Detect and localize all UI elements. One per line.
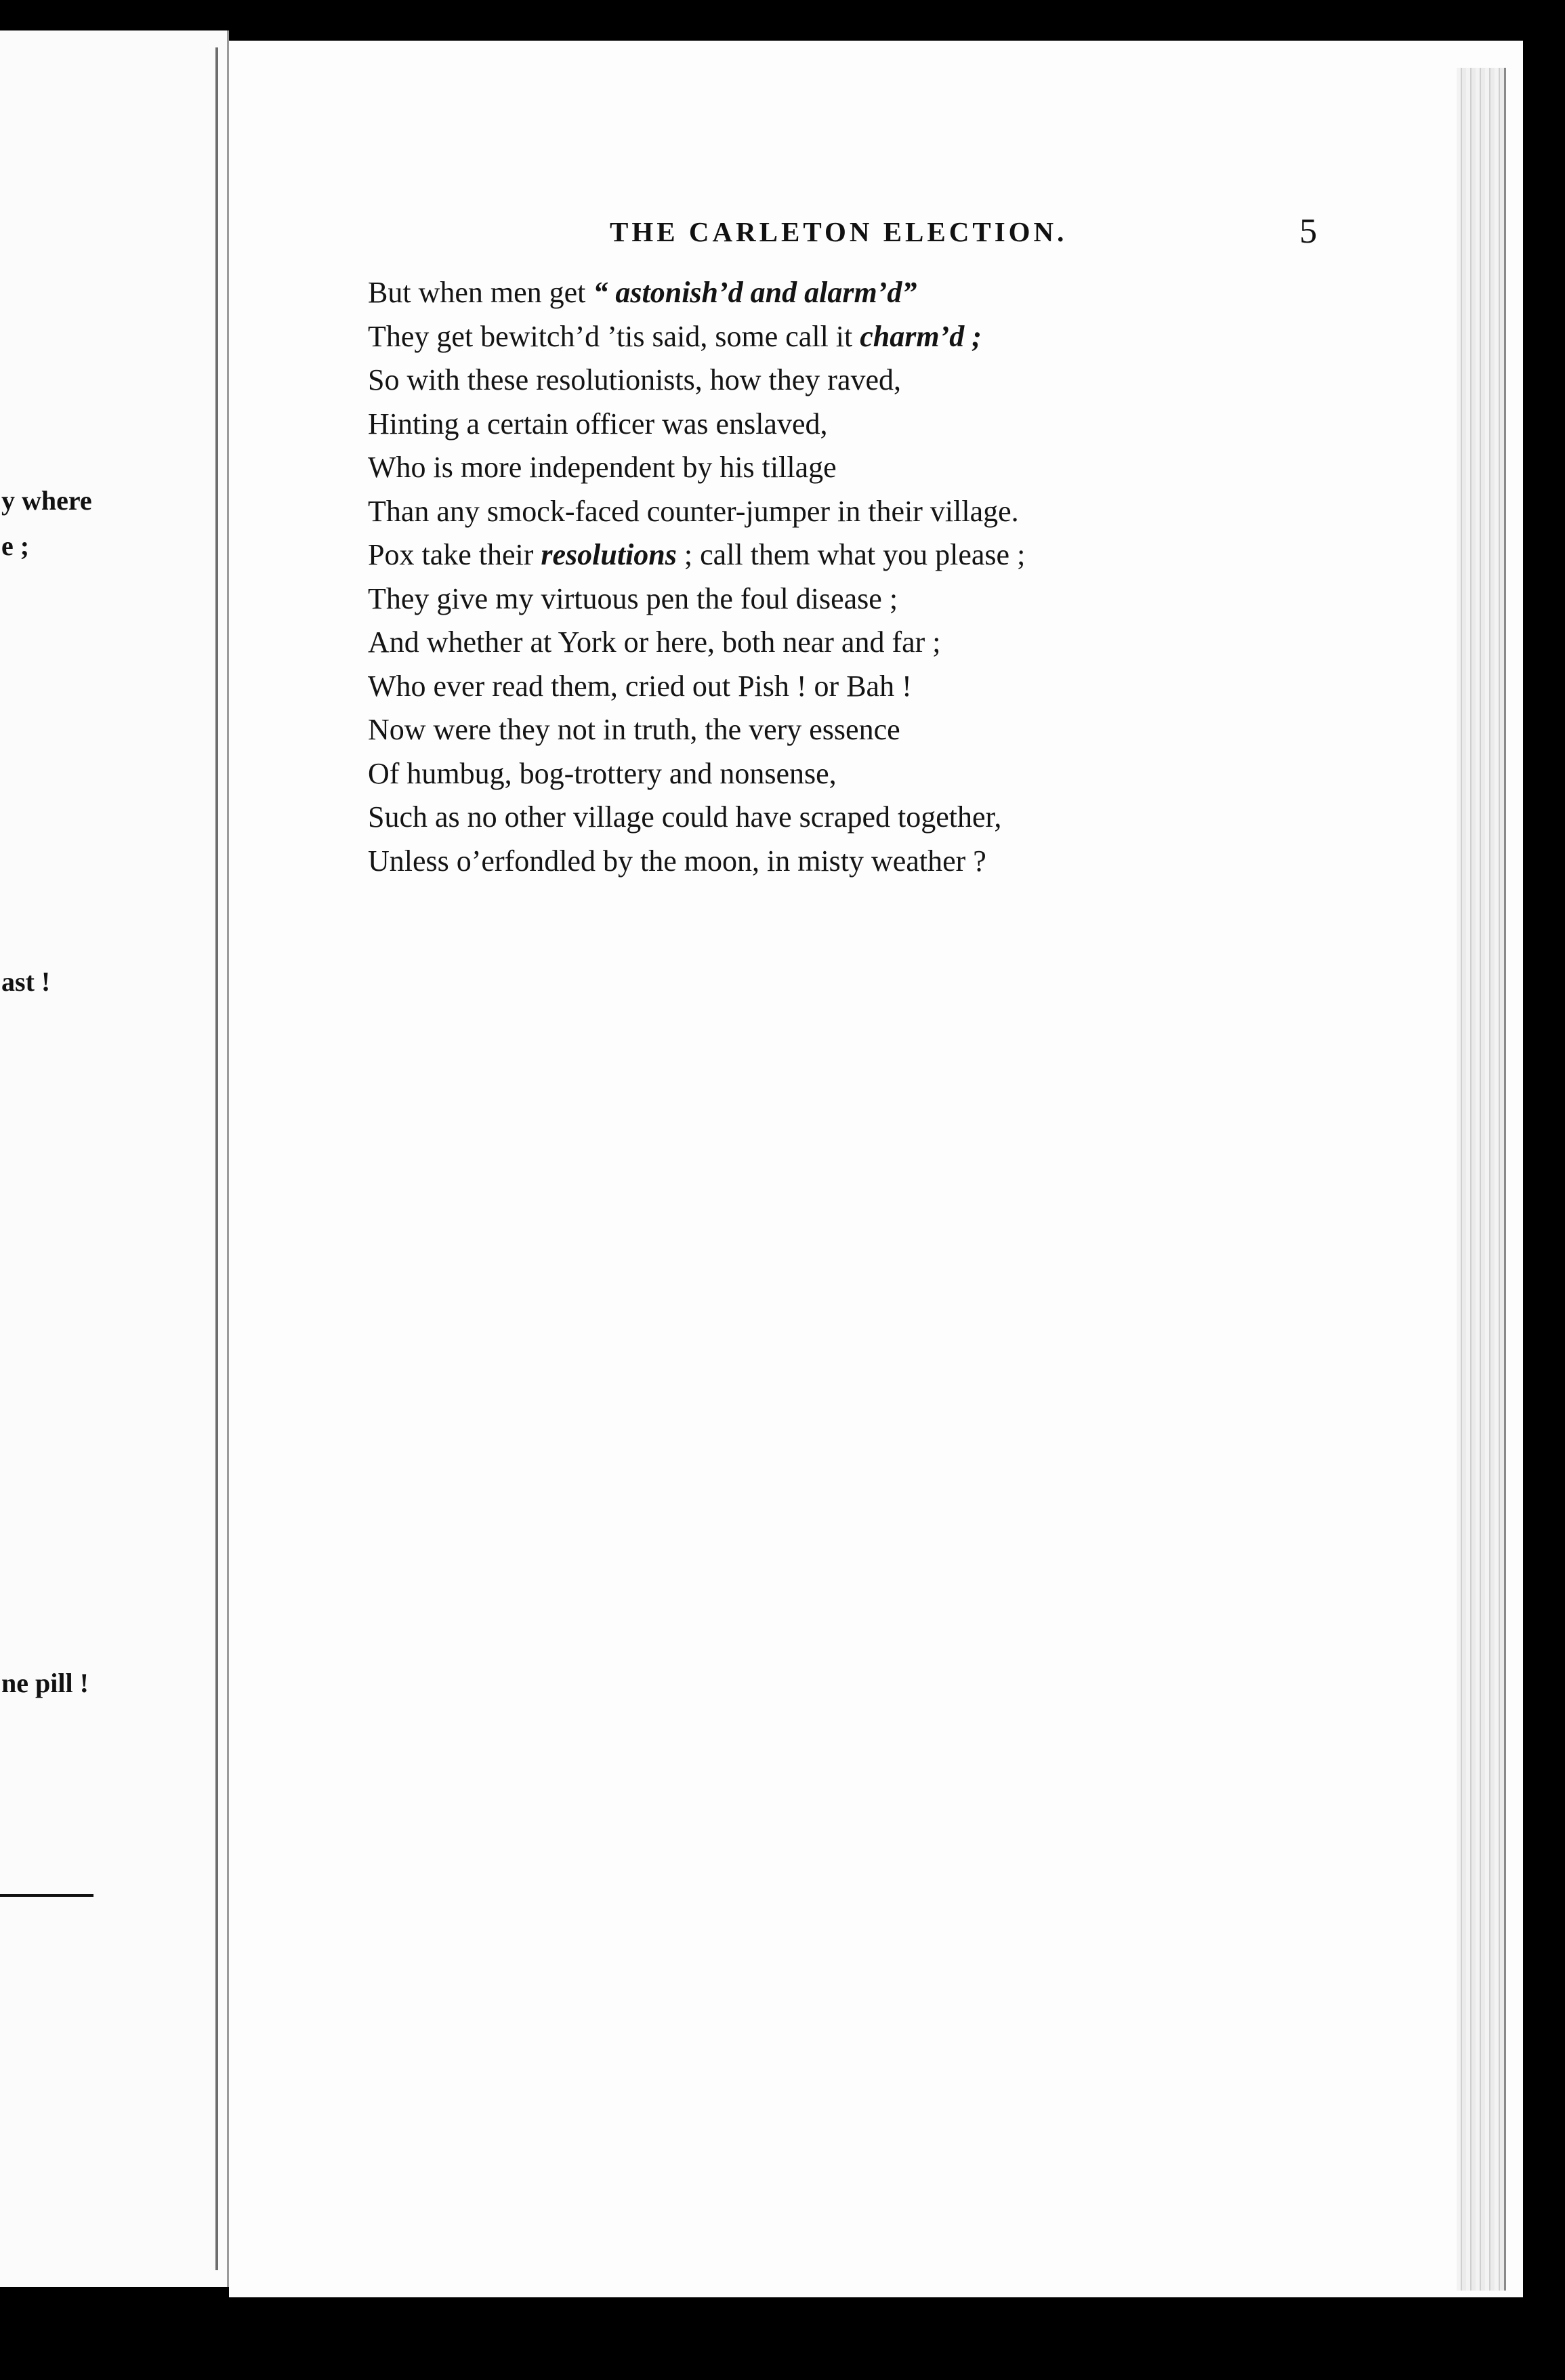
poem-line	[368, 796, 1303, 840]
poem-italic-text: “ astonish’d and alarm’d”	[593, 276, 917, 309]
left-rule	[0, 1894, 93, 1897]
poem-text: They give my virtuous pen the foul disease ;	[368, 581, 898, 615]
poem-line	[368, 665, 1303, 709]
poem-text: Pox take their	[368, 538, 541, 571]
poem-text: So with these resolutionists, how they raved,	[368, 363, 902, 396]
poem-line	[368, 315, 1303, 359]
gutter-line	[215, 47, 218, 2270]
poem-line	[368, 840, 1303, 884]
running-title: THE CARLETON ELECTION.	[610, 216, 1068, 247]
poem-line	[368, 358, 1303, 403]
poem-line	[368, 271, 1303, 315]
poem-line	[368, 621, 1303, 665]
poem-italic-text: charm’d ;	[860, 319, 982, 353]
poem-text: Hinting a certain officer was enslaved,	[368, 407, 828, 440]
poem-text: Such as no other village could have scraped together,	[368, 800, 1002, 834]
poem-text: Unless o’erfondled by the moon, in misty weather ?	[368, 844, 986, 878]
poem-text: Who is more independent by his tillage	[368, 451, 837, 484]
left-fragment-1: y where	[1, 485, 92, 516]
poem-text: Now were they not in truth, the very essence	[368, 713, 900, 746]
poem-text: But when men get	[368, 276, 593, 309]
poem-italic-text: resolutions	[541, 538, 677, 571]
page-edges	[1457, 68, 1506, 2291]
poem	[368, 271, 1303, 883]
left-fragment-4: ne pill !	[1, 1668, 89, 1698]
poem-line	[368, 533, 1303, 577]
poem-line	[368, 708, 1303, 752]
poem-text: Of humbug, bog-trottery and nonsense,	[368, 756, 837, 790]
poem-text: And whether at York or here, both near and far ;	[368, 625, 941, 659]
poem-text: They get bewitch’d ’tis said, some call it	[368, 319, 860, 353]
poem-text: ; call them what you please ;	[676, 538, 1026, 571]
left-page	[0, 30, 229, 2287]
poem-line	[368, 446, 1303, 490]
poem-text: Who ever read them, cried out Pish ! or Bah !	[368, 669, 912, 703]
poem-line	[368, 403, 1303, 447]
poem-line	[368, 752, 1303, 796]
left-fragment-2: e ;	[1, 531, 30, 561]
poem-text: Than any smock-faced counter-jumper in their village.	[368, 494, 1019, 528]
left-fragment-3: ast !	[1, 966, 51, 997]
poem-line	[368, 490, 1303, 534]
page-number: 5	[1299, 212, 1317, 251]
poem-line	[368, 577, 1303, 621]
